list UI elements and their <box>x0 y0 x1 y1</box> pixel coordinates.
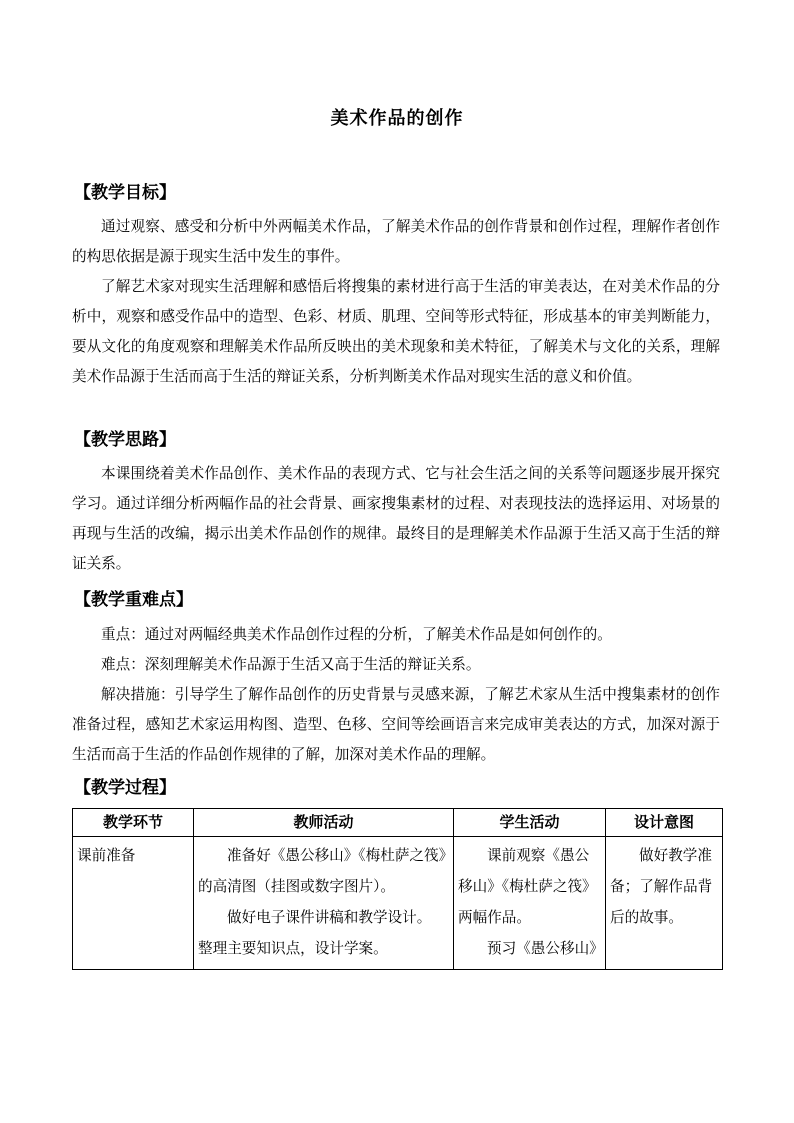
document-title: 美术作品的创作 <box>330 108 464 129</box>
table-header-cell: 设计意图 <box>606 809 723 837</box>
goals-paragraph-1: 通过观察、感受和分析中外两幅美术作品，了解美术作品的创作背景和创作过程，理解作者创作的构思依据是源于现实生活中发生的事件。 <box>72 218 720 265</box>
stage-cell <box>73 837 194 970</box>
teacher-activity-text: 做好电子课件讲稿和教学设计。 <box>227 909 432 926</box>
difficulty-text: 难点：深刻理解美术作品源于生活又高于生活的辩证关系。 <box>101 656 481 673</box>
goals-paragraph-2: 了解艺术家对现实生活理解和感悟后将搜集的素材进行高于生活的审美表达，在对美术作品的分析中，观察和感受作品中的造型、色彩、材质、肌理、空间等形式特征，形成基本的审美判断能力，要从文化的角度观察和理解美术作品所反映出的美术现象和美术特征，了解美术与文化的关系，理解美术作品源于生活而高于生活的辩证关系，分析判断美术作品对现实生活的意义和价值。 <box>72 278 720 385</box>
table-header-cell: 教学环节 <box>73 809 194 837</box>
stage-text: 课前准备 <box>77 847 136 864</box>
teacher-activity-text: 准备好《愚公移山》《梅杜萨之筏》的高清图（挂图或数字图片）。 <box>198 847 446 895</box>
student-activity-text: 课前观察《愚公移山》《梅杜萨之筏》两幅作品。 <box>458 847 597 926</box>
teacher-activity-cell <box>194 837 454 970</box>
section-heading-goals: 【教学目标】 <box>74 183 176 203</box>
student-activity-text: 预习《愚公移山》 <box>487 940 604 957</box>
design-intent-text: 做好教学准备；了解作品背后的故事。 <box>610 847 713 926</box>
table-header-row <box>73 809 723 837</box>
section-heading-process: 【教学过程】 <box>74 778 176 798</box>
process-table <box>72 808 723 970</box>
student-activity-cell <box>454 837 606 970</box>
key-point-text: 重点：通过对两幅经典美术作品创作过程的分析，了解美术作品是如何创作的。 <box>101 626 612 643</box>
table-header-cell: 学生活动 <box>454 809 606 837</box>
teacher-activity-text: 整理主要知识点，设计学案。 <box>198 940 388 957</box>
section-heading-keypoints: 【教学重难点】 <box>74 590 193 610</box>
approach-paragraph: 本课围绕着美术作品创作、美术作品的表现方式、它与社会生活之间的关系等问题逐步展开探究学习。通过详细分析两幅作品的社会背景、画家搜集素材的过程、对表现技法的选择运用、对场景的再现与生活的改编，揭示出美术作品创作的规律。最终目的是理解美术作品源于生活又高于生活的辩证关系。 <box>72 465 720 572</box>
section-heading-approach: 【教学思路】 <box>74 430 176 450</box>
solution-paragraph: 解决措施：引导学生了解作品创作的历史背景与灵感来源，了解艺术家从生活中搜集素材的创作准备过程，感知艺术家运用构图、造型、色移、空间等绘画语言来完成审美表达的方式，加深对源于生活而高于生活的作品创作规律的了解，加深对美术作品的理解。 <box>72 686 720 763</box>
table-header-cell: 教师活动 <box>194 809 454 837</box>
design-intent-cell <box>606 837 723 970</box>
table-row <box>73 837 723 970</box>
